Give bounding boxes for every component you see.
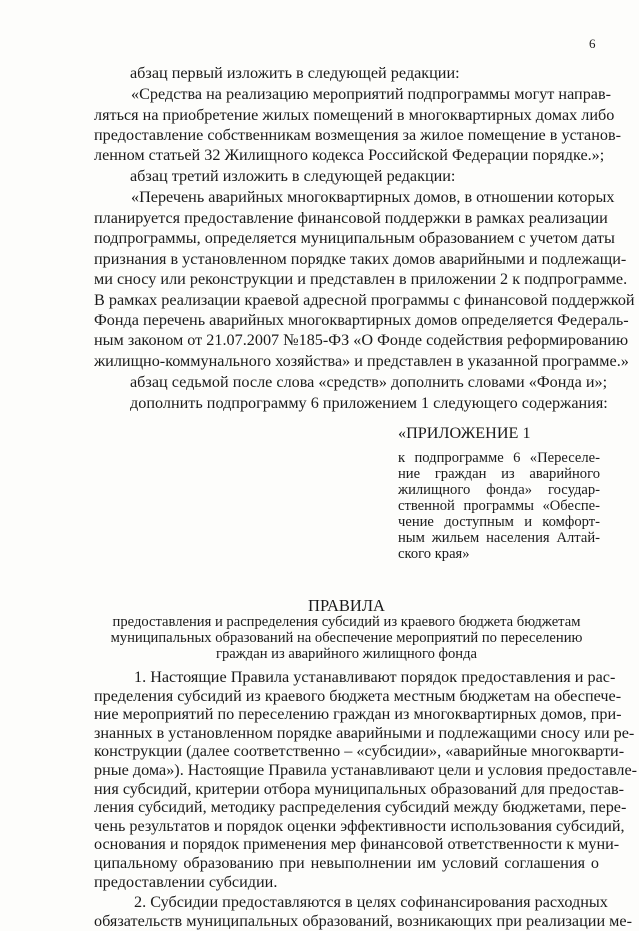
rules-item-1-line: ципальному образованию при невыполнении им условий соглашения о (94, 854, 599, 872)
amendment-paragraph-3: абзац седьмой после слова «средств» дополнить словами «Фонда и»; (130, 373, 608, 391)
rules-subtitle-line: муниципальных образований на обеспечение мероприятий по переселению (110, 630, 583, 646)
quote-2-line: «Перечень аварийных многоквартирных домов, в отношении которых (131, 188, 615, 206)
quote-1-line: ленном статьей 32 Жилищного кодекса Российской Федерации порядке.»; (94, 146, 605, 164)
rules-title: ПРАВИЛА (308, 596, 385, 615)
amendment-paragraph-1: абзац первый изложить в следующей редакции: (130, 64, 460, 82)
rules-item-2-line: обязательств муниципальных образований, возникающих при реализации ме- (94, 911, 632, 930)
rules-item-1-line: пределения субсидий из краевого бюджета местным бюджетам на обеспече- (94, 686, 622, 705)
rules-item-1-line: основания и порядок применения мер финансовой ответственности к муни- (94, 835, 620, 854)
appendix-line: ственной программы «Обеспе- (398, 498, 600, 514)
appendix-line: жилищного фонда» государ- (398, 482, 600, 498)
rules-item-1-line: знанных в установленном порядке аварийными и подлежащими сносу или ре- (94, 723, 635, 742)
rules-item-1-line: рные дома»). Настоящие Правила устанавливают цели и условия предоставле- (94, 761, 638, 779)
amendment-paragraph-2: абзац третий изложить в следующей редакции: (130, 167, 456, 185)
rules-item-1-line: чень результатов и порядок оценки эффективности использования субсидий, (94, 816, 625, 835)
rules-item-1-line: ния субсидий, критерии отбора муниципальных образований для предостав- (94, 779, 625, 798)
quote-2-line: жилищно-коммунального хозяйства» и представлен в указанной программе.» (94, 352, 629, 370)
appendix-line: чение доступным и комфорт- (398, 514, 600, 530)
amendment-paragraph-4: дополнить подпрограмму 6 приложением 1 следующего содержания: (130, 394, 608, 412)
rules-subtitle-line: граждан из аварийного жилищного фонда (215, 646, 478, 662)
rules-subtitle-line: предоставления и распределения субсидий из краевого бюджета бюджетам (112, 614, 581, 630)
appendix-line: ным жильем населения Алтай- (398, 530, 600, 546)
appendix-line: ского края» (398, 546, 470, 562)
quote-2-line: признания в установленном порядке таких домов аварийными и подлежащи- (94, 250, 627, 268)
page-number: 6 (589, 36, 596, 51)
rules-item-1-line: конструкции (далее соответственно – «субсидии», «аварийные многокварти- (94, 742, 625, 761)
quote-2-line: ми сносу или реконструкции и представлен в приложении 2 к подпрограмме. (94, 270, 628, 288)
rules-item-1-line: предоставлении субсидии. (94, 872, 278, 891)
rules-item-1-line: 1. Настоящие Правила устанавливают порядок предоставления и рас- (134, 668, 616, 686)
quote-2-line: В рамках реализации краевой адресной программы с финансовой поддержкой (94, 291, 635, 309)
quote-2-line: планируется предоставление финансовой поддержки в рамках реализации (94, 209, 608, 227)
quote-1-line: ляться на приобретение жилых помещений в многоквартирных домах либо (94, 106, 615, 124)
appendix-title: «ПРИЛОЖЕНИЕ 1 (398, 424, 531, 442)
rules-item-1-line: ние мероприятий по переселению граждан из многоквартирных домов, при- (94, 705, 622, 724)
rules-item-2-line: 2. Субсидии предоставляются в целях софинансирования расходных (134, 893, 608, 912)
rules-item-1-line: ления субсидий, методику распределения субсидий между бюджетами, пере- (94, 798, 627, 817)
quote-1-line: предоставление собственникам возмещения за жилое помещение в установ- (94, 126, 622, 144)
quote-1-line: «Средства на реализацию мероприятий подпрограммы могут направ- (131, 85, 612, 103)
quote-2-line: подпрограммы, определяется муниципальным образованием с учетом даты (94, 229, 615, 247)
quote-2-line: Фонда перечень аварийных многоквартирных домов определяется Федераль- (94, 311, 629, 329)
appendix-line: ние граждан из аварийного (398, 466, 600, 482)
appendix-line: к подпрограмме 6 «Переселе- (398, 450, 600, 466)
quote-2-line: ным законом от 21.07.2007 №185-ФЗ «О Фонде содействия реформированию (94, 331, 629, 349)
